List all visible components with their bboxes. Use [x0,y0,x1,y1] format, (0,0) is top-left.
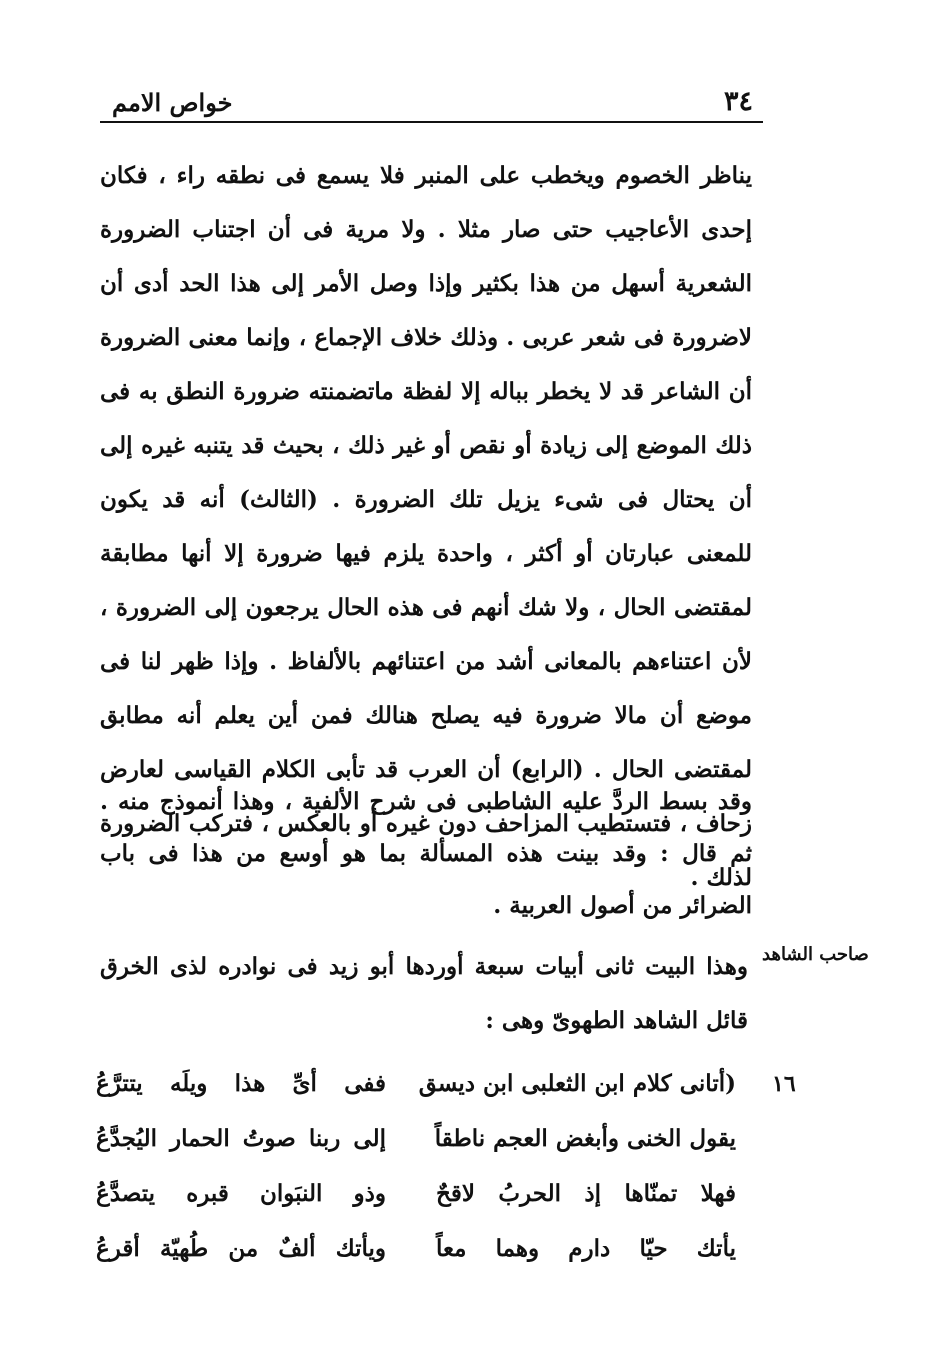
paragraph-shahid: وهذا البيت ثانى أبيات سبعة أوردها أبو زيد فى نوادره لذى الخرق قائل الشاهد الطهوىّ وهى : [100,953,748,1034]
header-rule [100,121,763,123]
hemistich-first: يأتك حيّا دارم وهما معاً [436,1235,736,1262]
page-header [102,86,763,120]
margin-note: صاحب الشاهد [762,944,869,965]
verse-line [96,1229,736,1284]
hemistich-second: وذو النبَوان قبره يتصدَّعُ [96,1180,386,1207]
hemistich-second: ويأتك ألفٌ من طُهيّة أقرعُ [96,1235,386,1262]
hemistich-first: يقول الخنى وأبغض العجم ناطقاً [434,1125,736,1152]
main-paragraph: يناظر الخصوم ويخطب على المنبر فلا يسمع فى نطقه راء ، فكان إحدى الأعاجيب حتى صار مثلا . ولا مرية فى أن اجتناب الضرورة الشعرية أسهل من هذا بكثير وإذا وصل الأمر إلى هذا الحد أدى أن لاضرورة فى شعر عربى . وذلك خلاف الإجماع ، وإنما معنى الضرورة أن الشاعر قد لا يخطر بباله إلا لفظة ماتضمنته ضرورة النطق به فى ذلك الموضع إلى زيادة أو نقص أو غير ذلك ، بحيث قد يتنبه غيره إلى أن يحتال فى شىء يزيل تلك الضرورة . (الثالث) أنه قد يكون للمعنى عبارتان أو أكثر ، واحدة يلزم فيها ضرورة إلا أنها مطابقة لمقتضى الحال ، ولا شك أنهم فى هذه الحال يرجعون إلى الضرورة ، لأن اعتناءهم بالمعانى أشد من اعتنائهم بالألفاظ . وإذا ظهر لنا فى موضع أن مالا ضرورة فيه يصلح هنالك فمن أين يعلم أنه مطابق لمقتضى الحال . (الرابع) أن العرب قد تأبى الكلام القياسى لعارض زحاف ، فتستطيب المزاحف دون غيره أو بالعكس ، فتركب الضرورة لذلك . [100,162,752,891]
page-number: ٣٤ [723,86,753,117]
verse-line [96,1174,736,1229]
hemistich-first: (أتانى كلام ابن الثعلبى ابن ديسق [418,1070,736,1097]
verse-number: ١٦ [772,1071,796,1097]
poem [96,1064,736,1284]
verse-line [96,1064,736,1119]
running-title: خواص الامم [112,88,233,117]
hemistich-first: فهلا تمنّاها إذ الحربُ لاقحٌ [436,1180,736,1207]
hemistich-second: ففى أىِّ هذا ويلَه يتترَّعُ [96,1070,386,1097]
verse-line [96,1119,736,1174]
paragraph-sharh-alfiyya: وقد بسط الردَّ عليه الشاطبى فى شرح الألفية ، وهذا أنموذج منه . ثم قال : وقد بينت هذه المسألة بما هو أوسع من هذا فى باب الضرائر من أصول العربية . [100,788,752,919]
hemistich-second: إلى ربنا صوتُ الحمار اليُجدَّعُ [96,1125,386,1152]
